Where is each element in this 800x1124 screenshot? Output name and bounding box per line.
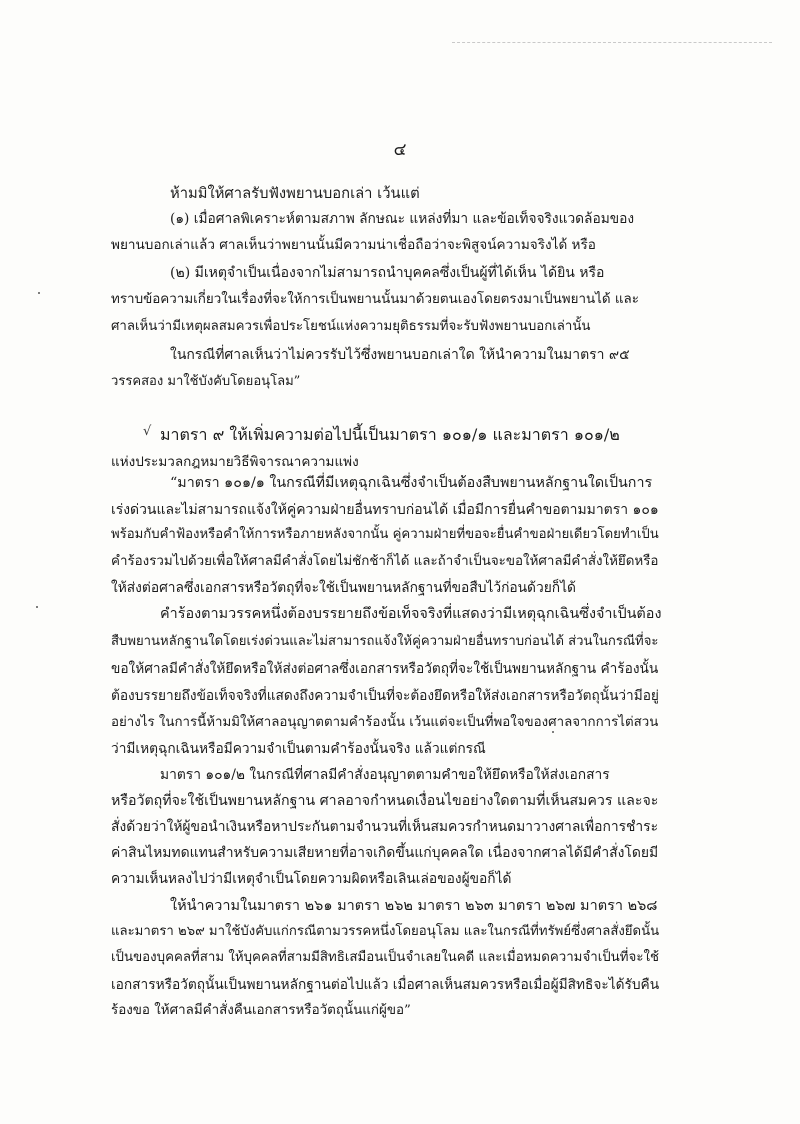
text-line: ค่าสินไหมทดแทนสำหรับความเสียหายที่อาจเกิดขึ้นแก่บุคคลใด เนื่องจากศาลได้มีคำสั่งโดยมี bbox=[111, 845, 659, 861]
page-number: ๔ bbox=[393, 140, 407, 160]
text-line: ว่ามีเหตุฉุกเฉินหรือมีความจำเป็นตามคำร้องนั้นจริง แล้วแต่กรณี bbox=[111, 741, 486, 757]
scan-speck bbox=[36, 606, 38, 608]
text-line: ความเห็นหลงไปว่ามีเหตุจำเป็นโดยความผิดหรือเลินเล่อของผู้ขอก็ได้ bbox=[111, 871, 512, 887]
text-line: เอกสารหรือวัตถุนั้นเป็นพยานหลักฐานต่อไปแล้ว เมื่อศาลเห็นสมควรหรือเมื่อผู้มีสิทธิจะได้รับคืน bbox=[111, 977, 660, 993]
text-line: ในกรณีที่ศาลเห็นว่าไม่ควรรับไว้ซึ่งพยานบอกเล่าใด ให้นำความในมาตรา ๙๕ bbox=[170, 347, 630, 363]
text-line: แห่งประมวลกฎหมายวิธีพิจารณาความแพ่ง bbox=[111, 454, 359, 470]
scan-speck bbox=[552, 731, 554, 733]
text-line: มาตรา ๙ ให้เพิ่มความต่อไปนี้เป็นมาตรา ๑๐๑/๑ และมาตรา ๑๐๑/๒ bbox=[160, 425, 620, 444]
text-line: ศาลเห็นว่ามีเหตุผลสมควรเพื่อประโยชน์แห่งความยุติธรรมที่จะรับฟังพยานบอกเล่านั้น bbox=[111, 319, 591, 334]
text-line: ทราบข้อความเกี่ยวในเรื่องที่จะให้การเป็นพยานนั้นมาด้วยตนเองโดยตรงมาเป็นพยานได้ และ bbox=[111, 292, 639, 307]
text-line: คำร้องตามวรรคหนึ่งต้องบรรยายถึงข้อเท็จจริงที่แสดงว่ามีเหตุฉุกเฉินซึ่งจำเป็นต้อง bbox=[160, 606, 662, 622]
text-line: สืบพยานหลักฐานใดโดยเร่งด่วนและไม่สามารถแจ้งให้คู่ความฝ่ายอื่นทราบก่อนได้ ส่วนในกรณีที่จะ bbox=[111, 634, 659, 649]
text-line: (๑) เมื่อศาลพิเคราะห์ตามสภาพ ลักษณะ แหล่งที่มา และข้อเท็จจริงแวดล้อมของ bbox=[170, 211, 635, 227]
text-line: ให้ส่งต่อศาลซึ่งเอกสารหรือวัตถุที่จะใช้เป็นพยานหลักฐานที่ขอสืบไว้ก่อนด้วยก็ได้ bbox=[111, 580, 576, 596]
text-line: “มาตรา ๑๐๑/๑ ในกรณีที่มีเหตุฉุกเฉินซึ่งจำเป็นต้องสืบพยานหลักฐานใดเป็นการ bbox=[170, 475, 653, 491]
handwritten-check-mark: √ bbox=[143, 424, 152, 439]
text-line: (๒) มีเหตุจำเป็นเนื่องจากไม่สามารถนำบุคคลซึ่งเป็นผู้ที่ได้เห็น ได้ยิน หรือ bbox=[170, 265, 605, 281]
text-line: ให้นำความในมาตรา ๒๖๑ มาตรา ๒๖๒ มาตรา ๒๖๓ มาตรา ๒๖๗ มาตรา ๒๖๘ bbox=[170, 898, 658, 914]
text-line: เร่งด่วนและไม่สามารถแจ้งให้คู่ความฝ่ายอื่นทราบก่อนได้ เมื่อมีการยื่นคำขอตามมาตรา ๑๐๑ bbox=[111, 502, 659, 518]
text-line: สั่งด้วยว่าให้ผู้ขอนำเงินหรือหาประกันตามจำนวนที่เห็นสมควรกำหนดมาวางศาลเพื่อการชำระ bbox=[111, 819, 659, 835]
text-line: ห้ามมิให้ศาลรับฟังพยานบอกเล่า เว้นแต่ bbox=[170, 185, 420, 202]
text-line: ต้องบรรยายถึงข้อเท็จจริงที่แสดงถึงความจำเป็นที่จะต้องยึดหรือให้ส่งเอกสารหรือวัตถุนั้นว่ามีอยู่ bbox=[111, 688, 659, 704]
scan-artifact-rule bbox=[452, 42, 772, 43]
text-line: ขอให้ศาลมีคำสั่งให้ยึดหรือให้ส่งต่อศาลซึ่งเอกสารหรือวัตถุที่จะใช้เป็นพยานหลักฐาน คำร้องนั้น bbox=[111, 661, 659, 677]
text-line: พร้อมกับคำฟ้องหรือคำให้การหรือภายหลังจากนั้น คู่ความฝ่ายที่ขอจะยื่นคำขอฝ่ายเดียวโดยทำเป็น bbox=[111, 527, 659, 542]
text-line: เป็นของบุคคลที่สาม ให้บุคคลที่สามมีสิทธิเสมือนเป็นจำเลยในคดี และเมื่อหมดความจำเป็นที่จะใช้ bbox=[111, 950, 659, 965]
text-line: และมาตรา ๒๖๙ มาใช้บังคับแก่กรณีตามวรรคหนึ่งโดยอนุโลม และในกรณีที่ทรัพย์ซึ่งศาลสั่งยึดนั้น bbox=[111, 924, 660, 939]
text-line: ร้องขอ ให้ศาลมีคำสั่งคืนเอกสารหรือวัตถุนั้นแก่ผู้ขอ” bbox=[111, 1003, 411, 1018]
text-line: วรรคสอง มาใช้บังคับโดยอนุโลม” bbox=[111, 374, 301, 389]
text-line: คำร้องรวมไปด้วยเพื่อให้ศาลมีคำสั่งโดยไม่ชักช้าก็ได้ และถ้าจำเป็นจะขอให้ศาลมีคำสั่งให้ยึดหรือ bbox=[111, 554, 659, 569]
text-line: พยานบอกเล่าแล้ว ศาลเห็นว่าพยานนั้นมีความน่าเชื่อถือว่าจะพิสูจน์ความจริงได้ หรือ bbox=[111, 237, 596, 253]
text-line: อย่างไร ในการนี้ห้ามมิให้ศาลอนุญาตตามคำร้องนั้น เว้นแต่จะเป็นที่พอใจของศาลจากการไต่สวน bbox=[111, 715, 659, 730]
scan-speck bbox=[38, 292, 40, 294]
text-line: มาตรา ๑๐๑/๒ ในกรณีที่ศาลมีคำสั่งอนุญาตตามคำขอให้ยึดหรือให้ส่งเอกสาร bbox=[160, 767, 610, 783]
text-line: หรือวัตถุที่จะใช้เป็นพยานหลักฐาน ศาลอาจกำหนดเงื่อนไขอย่างใดตามที่เห็นสมควร และจะ bbox=[111, 793, 659, 809]
